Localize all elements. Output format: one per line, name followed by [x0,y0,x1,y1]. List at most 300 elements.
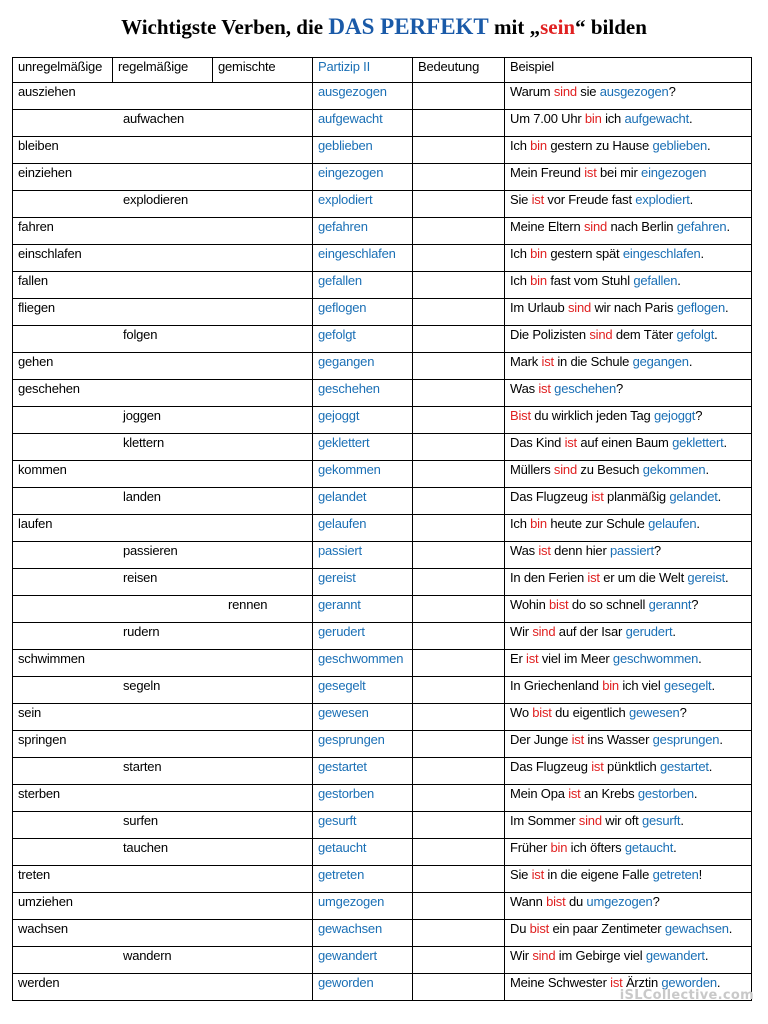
header-gemischte: gemischte [213,58,313,83]
beispiel-cell [505,353,752,380]
table-row [13,110,752,137]
beispiel-cell [505,839,752,866]
example-text: Ärztin [622,975,662,990]
beispiel-cell [505,623,752,650]
table-row [13,542,752,569]
table-row [13,947,752,974]
verb-cell [13,974,313,1001]
partizip-cell: gegangen [313,353,413,380]
example-text: zu Besuch [576,462,643,477]
bedeutung-cell [413,164,505,191]
example-punctuation: ! [698,867,703,882]
partizip-cell: geflogen [313,299,413,326]
verb-cell [13,434,313,461]
bedeutung-cell [413,542,505,569]
verb-cell [13,272,313,299]
beispiel-cell [505,245,752,272]
example-auxiliary: bin [530,138,547,153]
beispiel-cell [505,866,752,893]
example-participle: gewandert [645,948,705,963]
bedeutung-cell [413,839,505,866]
beispiel-cell [505,164,752,191]
table-row [13,326,752,353]
beispiel-cell [505,137,752,164]
beispiel-cell [505,704,752,731]
example-participle: gewachsen [664,921,729,936]
verb-cell [13,623,313,650]
example-auxiliary: bin [602,678,619,693]
partizip-cell: gewandert [313,947,413,974]
table-row [13,623,752,650]
table-row [13,83,752,110]
table-row [13,137,752,164]
example-auxiliary: ist [526,651,539,666]
partizip-cell: gelandet [313,488,413,515]
example-auxiliary: ist [538,543,551,558]
beispiel-cell [505,461,752,488]
table-row [13,272,752,299]
verb-cell [13,542,313,569]
example-text: bei mir [596,165,642,180]
verb-cell [13,785,313,812]
example-auxiliary: ist [591,759,604,774]
example-text: Er [510,651,527,666]
partizip-cell: geworden [313,974,413,1001]
example-text: gestern zu Hause [546,138,653,153]
example-auxiliary: sind [578,813,602,828]
example-participle: gerudert [625,624,673,639]
example-text: Warum [510,84,554,99]
example-text: dem Täter [612,327,677,342]
example-punctuation: . [677,273,681,288]
example-text: gestern spät [546,246,623,261]
example-auxiliary: ist [568,786,581,801]
example-text: Früher [510,840,551,855]
verb-infinitive: landen [123,489,161,504]
example-text: Das Kind [510,435,565,450]
example-participle: gesurft [641,813,681,828]
table-row [13,812,752,839]
bedeutung-cell [413,650,505,677]
bedeutung-cell [413,218,505,245]
bedeutung-cell [413,488,505,515]
example-auxiliary: bist [549,597,569,612]
partizip-cell: gesurft [313,812,413,839]
verb-infinitive: reisen [123,570,158,585]
header-regelmaessige: regelmäßige [113,58,213,83]
verb-infinitive: rennen [228,597,268,612]
example-text: planmäßig [603,489,670,504]
table-row [13,785,752,812]
header-unregelmaessige: unregelmäßige [13,58,113,83]
example-text: Was [510,543,539,558]
verb-cell [13,110,313,137]
verb-cell [13,245,313,272]
example-text: ich öfters [567,840,625,855]
example-text: Du [510,921,530,936]
bedeutung-cell [413,947,505,974]
bedeutung-cell [413,83,505,110]
bedeutung-cell [413,461,505,488]
bedeutung-cell [413,731,505,758]
table-row [13,245,752,272]
example-text: du [565,894,587,909]
example-participle: gejoggt [653,408,696,423]
example-punctuation: . [716,975,721,990]
bedeutung-cell [413,893,505,920]
bedeutung-cell [413,380,505,407]
verb-infinitive: einziehen [18,165,72,180]
example-punctuation: . [696,516,700,531]
verb-cell [13,920,313,947]
example-auxiliary: sind [532,624,556,639]
example-punctuation: ? [615,381,624,396]
partizip-cell: getreten [313,866,413,893]
example-text: Meine Eltern [510,219,584,234]
partizip-cell: gesegelt [313,677,413,704]
example-text: wir oft [601,813,642,828]
table-row [13,380,752,407]
table-row [13,893,752,920]
verb-infinitive: geschehen [18,381,80,396]
example-text: Wir [510,624,533,639]
partizip-cell: gejoggt [313,407,413,434]
verb-infinitive: klettern [123,435,165,450]
example-auxiliary: ist [531,867,545,882]
partizip-cell: gefolgt [313,326,413,353]
example-auxiliary: ist [587,570,600,585]
verb-infinitive: laufen [18,516,53,531]
page-title [0,14,768,40]
bedeutung-cell [413,974,505,1001]
example-participle: gefolgt [676,327,715,342]
partizip-cell: gestartet [313,758,413,785]
example-punctuation: . [693,786,698,801]
example-text: Im Urlaub [510,300,568,315]
partizip-cell: explodiert [313,191,413,218]
bedeutung-cell [413,326,505,353]
verb-cell [13,812,313,839]
partizip-cell: aufgewacht [313,110,413,137]
table-row [13,677,752,704]
beispiel-cell [505,515,752,542]
example-punctuation: . [726,219,730,234]
example-auxiliary: bist [529,921,550,936]
verb-infinitive: werden [18,975,60,990]
example-text: ich viel [618,678,664,693]
verb-infinitive: tauchen [123,840,168,855]
example-punctuation: . [728,921,733,936]
example-auxiliary: bist [532,705,552,720]
example-auxiliary: ist [584,165,597,180]
verb-infinitive: sein [18,705,42,720]
example-participle: umgezogen [586,894,653,909]
example-text: do so schnell [568,597,649,612]
bedeutung-cell [413,191,505,218]
example-text: Mark [510,354,542,369]
table-row [13,704,752,731]
example-text: Ich [510,273,531,288]
verb-cell [13,596,313,623]
example-text: an Krebs [580,786,638,801]
example-participle: aufgewacht [624,111,689,126]
bedeutung-cell [413,407,505,434]
table-row [13,839,752,866]
example-auxiliary: ist [541,354,554,369]
beispiel-cell [505,326,752,353]
partizip-cell: gelaufen [313,515,413,542]
example-text: nach Berlin [607,219,677,234]
verb-infinitive: fliegen [18,300,55,315]
example-text: auf der Isar [555,624,626,639]
example-auxiliary: ist [571,732,584,747]
beispiel-cell [505,812,752,839]
example-text: In Griechenland [510,678,603,693]
watermark-logo: iSLCollective.com [619,988,754,1003]
example-text: in die eigene Falle [544,867,653,882]
example-participle: gesprungen [652,732,720,747]
table-header-row [13,58,752,83]
example-auxiliary: bin [530,516,547,531]
partizip-cell: geschehen [313,380,413,407]
verb-cell [13,83,313,110]
partizip-cell: gereist [313,569,413,596]
partizip-cell: passiert [313,542,413,569]
verb-cell [13,839,313,866]
verb-cell [13,893,313,920]
example-participle: geworden [661,975,717,990]
partizip-cell: gerannt [313,596,413,623]
verb-infinitive: springen [18,732,67,747]
bedeutung-cell [413,353,505,380]
beispiel-cell [505,893,752,920]
beispiel-cell [505,569,752,596]
example-text: Wo [510,705,533,720]
example-punctuation: . [672,624,676,639]
example-text: Müllers [510,462,554,477]
example-participle: gekommen [642,462,706,477]
example-auxiliary: sind [532,948,556,963]
beispiel-cell [505,731,752,758]
table-row [13,758,752,785]
verb-cell [13,866,313,893]
example-text: ein paar Zentimeter [549,921,665,936]
example-punctuation: . [707,138,711,153]
example-participle: gewesen [628,705,680,720]
example-text: du eigentlich [551,705,629,720]
example-participle: gestartet [659,759,709,774]
verb-infinitive: treten [18,867,51,882]
verb-cell [13,380,313,407]
example-text: Wann [510,894,547,909]
table-row [13,650,752,677]
example-participle: geklettert [672,435,724,450]
example-auxiliary: ist [610,975,623,990]
bedeutung-cell [413,623,505,650]
example-participle: gerannt [648,597,692,612]
example-punctuation: . [711,678,715,693]
beispiel-cell [505,380,752,407]
verb-infinitive: aufwachen [123,111,185,126]
example-participle: geschwommen [612,651,699,666]
partizip-cell: gerudert [313,623,413,650]
table-row [13,515,752,542]
beispiel-cell [505,650,752,677]
example-participle: ausgezogen [599,84,669,99]
verb-infinitive: fahren [18,219,54,234]
example-text: Meine Schwester [510,975,611,990]
beispiel-cell [505,407,752,434]
verb-infinitive: explodieren [123,192,189,207]
beispiel-cell [505,299,752,326]
verb-infinitive: fallen [18,273,48,288]
bedeutung-cell [413,920,505,947]
beispiel-cell [505,434,752,461]
example-auxiliary: sind [553,84,577,99]
verb-cell [13,947,313,974]
example-text: wir nach Paris [591,300,677,315]
verb-infinitive: wachsen [18,921,68,936]
example-punctuation: ? [691,597,699,612]
beispiel-cell [505,272,752,299]
partizip-cell: gekommen [313,461,413,488]
partizip-cell: eingeschlafen [313,245,413,272]
verb-table [12,57,752,1001]
table-row [13,299,752,326]
example-punctuation: . [704,948,709,963]
example-punctuation: . [705,462,709,477]
partizip-cell: geschwommen [313,650,413,677]
header-beispiel: Beispiel [505,58,752,83]
example-punctuation: . [708,759,713,774]
example-punctuation: . [724,300,729,315]
example-participle: gelaufen [648,516,697,531]
example-participle: geschehen [554,381,616,396]
verb-infinitive: einschlafen [18,246,82,261]
table-row [13,407,752,434]
example-text: fast vom Stuhl [546,273,634,288]
partizip-cell: gefahren [313,218,413,245]
bedeutung-cell [413,245,505,272]
table-row [13,218,752,245]
example-participle: gegangen [632,354,689,369]
verb-cell [13,218,313,245]
example-text: Der Junge [510,732,572,747]
bedeutung-cell [413,866,505,893]
table-row [13,191,752,218]
example-participle: getaucht [624,840,674,855]
verb-cell [13,569,313,596]
beispiel-cell [505,758,752,785]
verb-cell [13,164,313,191]
verb-cell [13,488,313,515]
example-text: Sie [510,192,532,207]
verb-cell [13,353,313,380]
verb-infinitive: surfen [123,813,158,828]
verb-cell [13,758,313,785]
example-auxiliary: ist [538,381,551,396]
title-part-3: mit „ [488,15,541,39]
example-text: Die Polizisten [510,327,590,342]
example-text: Wir [510,948,533,963]
partizip-cell: ausgezogen [313,83,413,110]
example-text: Im Sommer [510,813,579,828]
partizip-cell: getaucht [313,839,413,866]
title-part-5: “ bilden [575,15,647,39]
example-participle: gelandet [669,489,718,504]
verb-cell [13,191,313,218]
beispiel-cell [505,218,752,245]
verb-infinitive: kommen [18,462,67,477]
example-participle: geblieben [652,138,708,153]
verb-infinitive: schwimmen [18,651,85,666]
example-text: In den Ferien [510,570,588,585]
beispiel-cell [505,677,752,704]
example-participle: gestorben [637,786,694,801]
verb-cell [13,704,313,731]
verb-cell [13,461,313,488]
example-punctuation: . [717,489,722,504]
example-punctuation: . [680,813,684,828]
verb-infinitive: umziehen [18,894,73,909]
example-text: im Gebirge viel [555,948,646,963]
example-text: Das Flugzeug [510,759,592,774]
beispiel-cell [505,542,752,569]
verb-infinitive: gehen [18,354,54,369]
example-text: Das Flugzeug [510,489,592,504]
partizip-cell: eingezogen [313,164,413,191]
partizip-cell: gewesen [313,704,413,731]
example-participle: getreten [652,867,699,882]
example-text: Wohin [510,597,550,612]
table-row [13,920,752,947]
table-row [13,731,752,758]
bedeutung-cell [413,704,505,731]
table-row [13,461,752,488]
example-text: denn hier [550,543,610,558]
example-punctuation: ? [668,84,676,99]
example-participle: explodiert [635,192,690,207]
header-partizip: Partizip II [313,58,413,83]
bedeutung-cell [413,434,505,461]
beispiel-cell [505,947,752,974]
bedeutung-cell [413,299,505,326]
example-punctuation: ? [679,705,687,720]
bedeutung-cell [413,110,505,137]
verb-cell [13,515,313,542]
verb-infinitive: bleiben [18,138,59,153]
table-row [13,164,752,191]
example-text: du wirklich jeden Tag [530,408,654,423]
bedeutung-cell [413,569,505,596]
title-part-1: Wichtigste Verben, die [121,15,329,39]
partizip-cell: gestorben [313,785,413,812]
verb-infinitive: joggen [123,408,161,423]
verb-infinitive: sterben [18,786,60,801]
verb-infinitive: rudern [123,624,160,639]
example-participle: gefahren [676,219,727,234]
example-punctuation: . [673,840,677,855]
verb-cell [13,407,313,434]
verb-infinitive: starten [123,759,162,774]
example-auxiliary: bin [550,840,568,855]
example-auxiliary: sind [567,300,592,315]
table-row [13,488,752,515]
example-auxiliary: sind [553,462,577,477]
beispiel-cell [505,191,752,218]
table-row [13,866,752,893]
bedeutung-cell [413,677,505,704]
